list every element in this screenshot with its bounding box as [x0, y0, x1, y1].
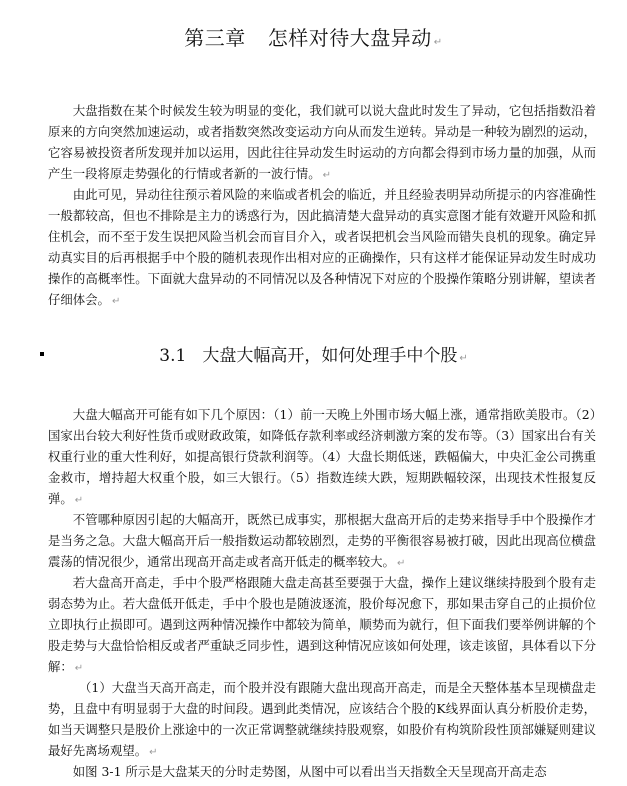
paragraph-3: 大盘大幅高开可能有如下几个原因：（1）前一天晚上外围市场大幅上涨，通常指欧美股市。（2）国家出台较大利好性货币或财政政策，如降低存款利率或经济刺激方案的发布等。（3）国家出台有关权重行业的重大性利好，如提高银行贷款利润等。（4）大盘长期低迷，跌幅偏大，中央汇金公司携重金救市，增持超大权重个股，如三大银行。（5）指数连续大跌，短期跌幅较深，出现技术性报复反弹。 ↵ [48, 407, 596, 506]
paragraph-2: 由此可见，异动往往预示着风险的来临或者机会的临近，并且经验表明异动所提示的内容准确性一般都较高，但也不排除是主力的诱惑行为，因此搞清楚大盘异动的真实意图才能有效避开风险和抓住机会，而不至于发生误把风险当机会而盲目介入，或者误把机会当风险而错失良机的现象。确定异动真实目的后再根据手中个股的随机表现作出相对应的正确操作，只有这样才能保证异动发生时成功操作的高概率性。下面就大盘异动的不同情况以及各种情况下对应的个股操作策略分别讲解，望读者仔细体会。 ↵ [48, 187, 596, 307]
chapter-title: 怎样对待大盘异动 [267, 26, 432, 50]
paragraph-mark-icon: ↵ [74, 663, 84, 674]
paragraph-4: 不管哪种原因引起的大幅高开，既然已成事实，那根据大盘高开后的走势来指导手中个股操作才是当务之急。大盘大幅高开后一般指数运动都较剧烈，走势的平衡很容易被打破，因此出现高位横盘震荡的情况很少，通常出现高开高走或者高开低走的概率较大。 ↵ [48, 512, 596, 569]
paragraph-mark-icon: ↵ [149, 747, 158, 758]
paragraph-mark-icon: ↵ [433, 37, 443, 48]
paragraph-mark-icon: ↵ [74, 495, 84, 506]
section-number: 3.1 [159, 346, 187, 366]
section-title: 大盘大幅高开，如何处理手中个股 [202, 346, 458, 366]
paragraph-6: （1）大盘当天高开高走，而个股并没有跟随大盘出现高开高走，而是全天整体基本呈现横盘走势，且盘中有明显弱于大盘的时间段。遇到此类情况，应该结合个股的K线界面认真分析股价走势，如当天调整只是股价上涨途中的一次正常调整就继续持股观察，如股价有构筑阶段性顶部嫌疑则建议最好先离场观望。 ↵ [48, 680, 596, 758]
chapter-number: 第三章 [184, 26, 246, 50]
section-heading [0, 344, 627, 371]
paragraph-mark-icon: ↵ [111, 296, 121, 307]
paragraph-1: 大盘指数在某个时候发生较为明显的变化，我们就可以说大盘此时发生了异动，它包括指数沿着原来的方向突然加速运动，或者指数突然改变运动方向从而发生逆转。异动是一种较为剧烈的运动，它容易被投资者所发现并加以运用，因此往往异动发生时运动的方向都会得到市场力量的加强，从而产生一段将原走势强化的行情或者新的一波行情。 ↵ [48, 103, 596, 181]
paragraph-5: 若大盘高开高走，手中个股严格跟随大盘走高甚至要强于大盘，操作上建议继续持股到个股有走弱态势为止。若大盘低开低走，手中个股也是随波逐流，股价每况愈下，那如果击穿自己的止损价位立即执行止损即可。遇到这两种情况操作中都较为简单，顺势而为就行，但下面我们要举例讲解的个股走势与大盘恰恰相反或者严重缺乏同步性，遇到这种情况应该如何处理，该走该留，具体看以下分解： ↵ [48, 575, 596, 674]
paragraph-mark-icon: ↵ [459, 353, 468, 364]
paragraph-mark-icon: ↵ [396, 558, 406, 569]
paragraph-7: 如图 3-1 所示是大盘某天的分时走势图，从图中可以看出当天指数全天呈现高开高走态 [72, 764, 547, 779]
paragraph-mark-icon: ↵ [322, 170, 331, 181]
chapter-heading [0, 24, 627, 57]
